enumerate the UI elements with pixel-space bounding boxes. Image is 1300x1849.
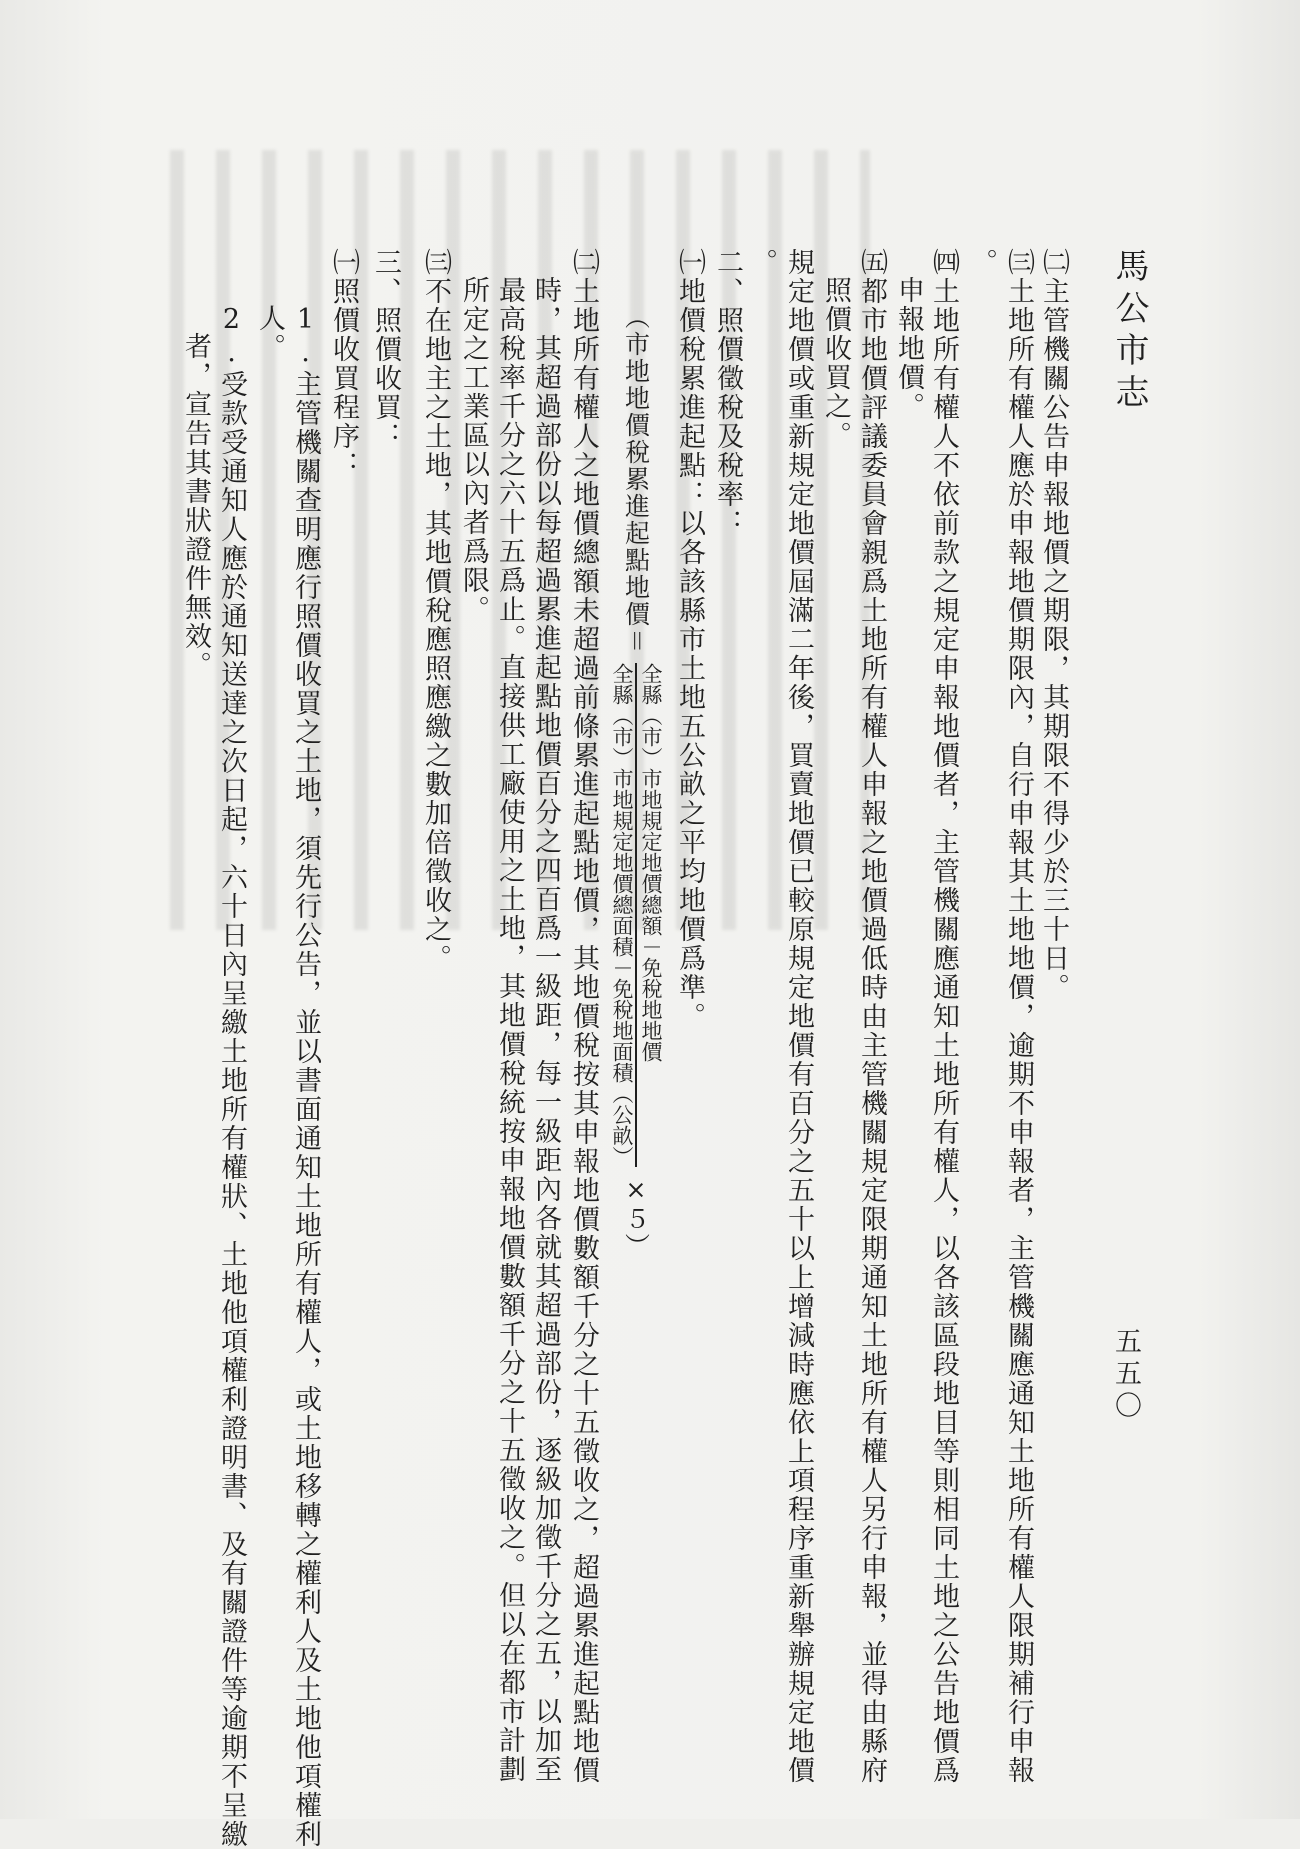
formula-denominator: 全縣（市）市地規定地價總面積－免稅地面積（公畝） bbox=[610, 663, 634, 1167]
text-column: 者，宣告其書狀證件無效。 bbox=[180, 332, 211, 680]
text-column: ㈢不在地主之土地，其地價稅應照應繳之數加倍徵收之。 bbox=[420, 248, 451, 973]
text-column: 。 bbox=[966, 248, 997, 277]
text-column: ㈣土地所有權人不依前款之規定申報地價者，主管機關應通知土地所有權人，以各該區段地目等則相同土地之公告地價爲 bbox=[928, 248, 959, 1785]
text-column: 2.受款受通知人應於通知送達之次日起，六十日內呈繳土地所有權狀、土地他項權利證明書、及有關證件等逾期不呈繳 bbox=[216, 304, 247, 1849]
formula-prefix: （市地地價稅累進起點地價＝ bbox=[621, 304, 651, 655]
text-column: 三、照價收買： bbox=[370, 248, 401, 451]
text-column: 二、照價徵稅及稅率： bbox=[712, 248, 743, 538]
formula-fraction bbox=[611, 663, 661, 1167]
fraction-bar bbox=[635, 663, 637, 1167]
page-number: 五五〇 bbox=[1110, 1327, 1141, 1423]
page-header-title: 馬公市志 bbox=[1109, 248, 1149, 416]
text-column: 1.主管機關查明應行照價收買之土地，須先行公告，並以書面通知土地所有權人，或土地移轉之權利人及土地他項權利 bbox=[290, 304, 321, 1849]
text-column: ㈢土地所有權人應於申報地價期限內，自行申報其土地地價，逾期不申報者，主管機關應通知土地所有權人限期補行申報 bbox=[1003, 248, 1034, 1785]
text-column: ㈡主管機關公告申報地價之期限，其期限不得少於三十日。 bbox=[1038, 248, 1069, 1002]
text-column: 規定地價或重新規定地價屆滿二年後，買賣地價已較原規定地價有百分之五十以上增減時應依上項程序重新舉辦規定地價 bbox=[783, 248, 814, 1785]
text-column: 時，其超過部份以每超過累進起點地價百分之四百爲一級距，每一級距內各就其超過部份，逐級加徵千分之五，以加至 bbox=[530, 276, 561, 1784]
tax-formula bbox=[608, 304, 664, 1354]
text-column: ㈤都市地價評議委員會親爲土地所有權人申報之地價過低時由主管機關規定限期通知土地所有權人另行申報，並得由縣府 bbox=[856, 248, 887, 1785]
text-column: 最高稅率千分之六十五爲止。直接供工廠使用之土地，其地價稅統按申報地價數額千分之十五徵收之。但以在都市計劃 bbox=[494, 276, 525, 1784]
text-column: 照價收買之。 bbox=[820, 276, 851, 450]
text-column: 申報地價。 bbox=[893, 276, 924, 421]
formula-numerator: 全縣（市）市地規定地價總額－免稅地地價 bbox=[639, 663, 663, 1062]
text-column: 所定之工業區以內者爲限。 bbox=[458, 276, 489, 624]
formula-suffix: ×５） bbox=[621, 1175, 651, 1260]
text-column: ㈠地價稅累進起點：以各該縣市土地五公畝之平均地價爲準。 bbox=[674, 248, 705, 1031]
text-column: 。 bbox=[746, 248, 777, 277]
text-column: ㈠照價收買程序： bbox=[328, 248, 359, 480]
text-column: 人。 bbox=[254, 304, 285, 362]
text-column: ㈡土地所有權人之地價總額未超過前條累進起點地價，其地價稅按其申報地價數額千分之十五徵收之，超過累進起點地價 bbox=[568, 248, 599, 1785]
